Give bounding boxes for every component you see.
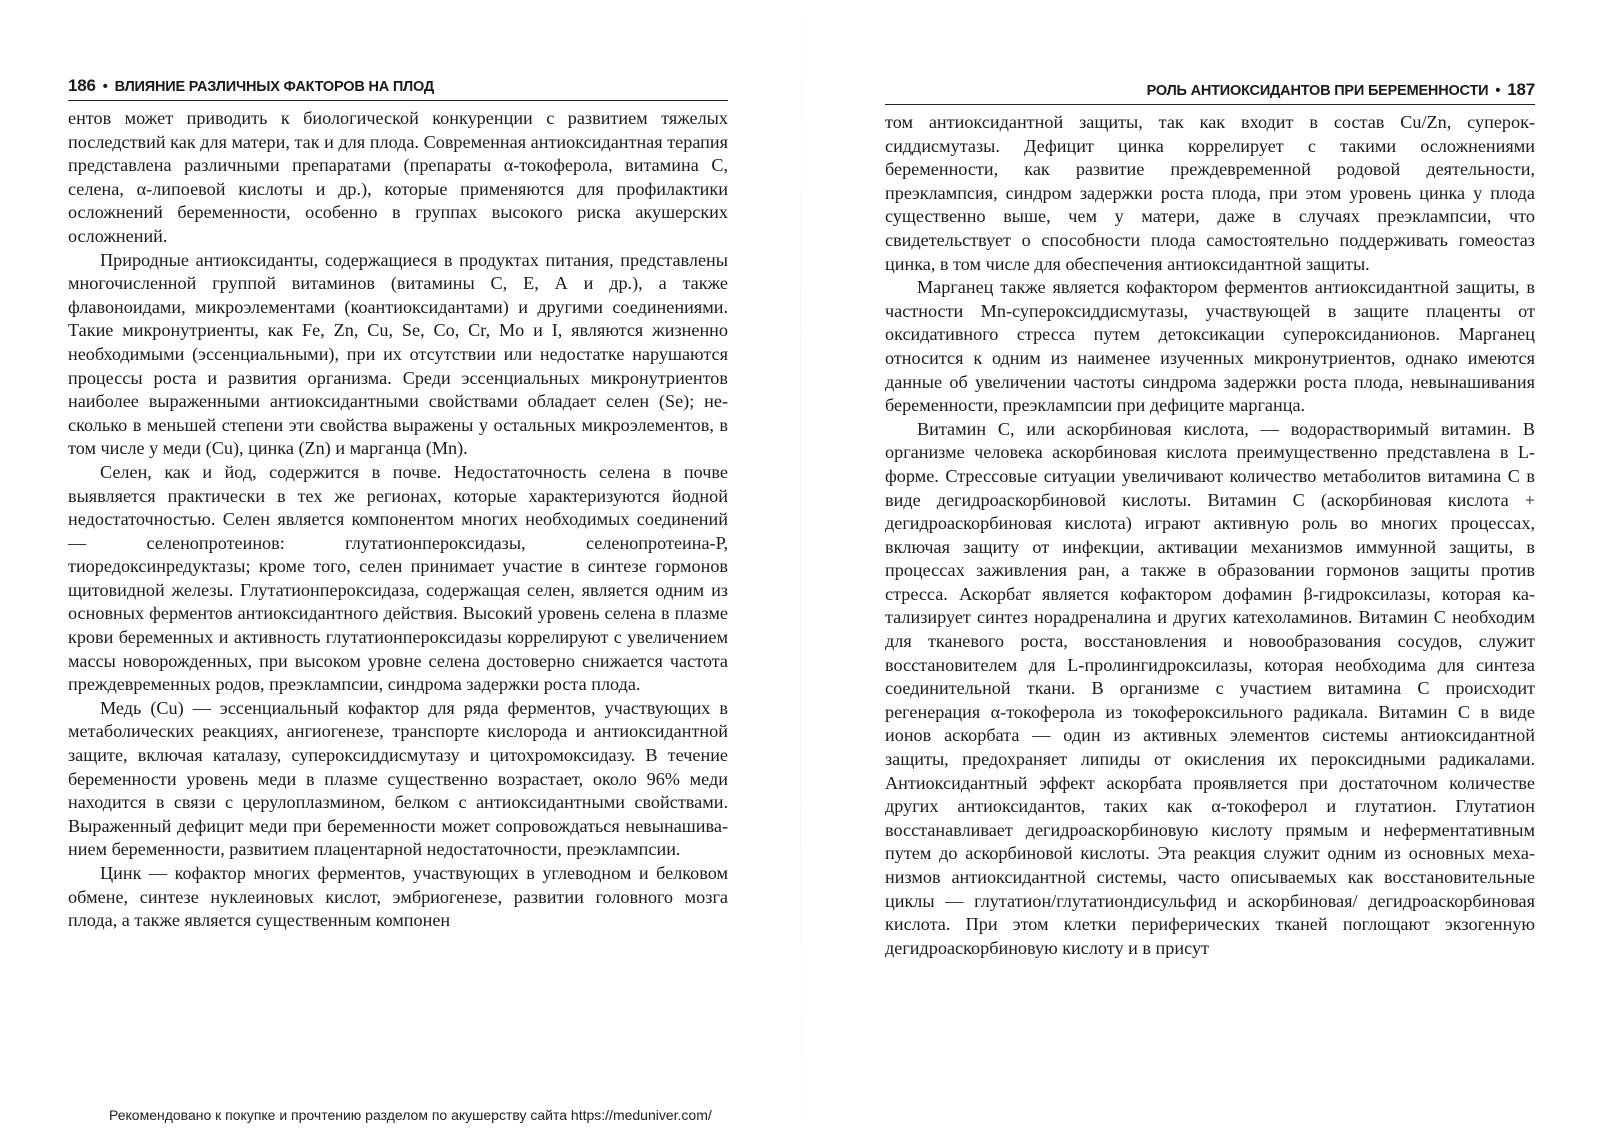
footer-recommendation: Рекомендовано к покупке и прочтению разделом по акушерству сайта https://meduniver.com/ xyxy=(109,1107,712,1123)
right-paragraph-1: том антиоксидантной защиты, так как входит в состав Cu/Zn, супероксиддисмутазы. Дефицит цинка коррелирует с такими осложнениями беременности, как развитие преждевременной родовой деятельности, преэклампсия, синдром задержки роста плода, при этом уровень цинка у плода существенно выше, чем у матери, даже в случаях преэклампсии, что свидетельствует о способности плода самостоятельно поддерживать гомеостаз цинка, в том числе для обеспечения антиоксидантной защиты. xyxy=(885,112,1535,274)
left-paragraph-5: Цинк — кофактор многих ферментов, участвующих в углеводном и белковом обмене, синтезе нуклеиновых кислот, эмбриогенезе, развитии головного мозга плода, а также является существенным компонен xyxy=(68,863,728,931)
left-running-title: ВЛИЯНИЕ РАЗЛИЧНЫХ ФАКТОРОВ НА ПЛОД xyxy=(114,79,435,95)
right-running-head xyxy=(885,80,1535,105)
right-body-text xyxy=(885,111,1535,960)
left-head-separator: • xyxy=(102,79,108,95)
left-body-text xyxy=(68,107,728,933)
left-paragraph-3: Селен, как и йод, содержится в почве. Недостаточность селена в почве выявляется практически в тех же регионах, которые характеризуются йодной недостаточностью. Селен является компонентом многих необходимых соединений — селенопротеинов: глутатионпероксидазы, селенопротеина-Р, тиоредоксинредуктазы; кроме того, селен принимает участие в синтезе гормонов щитовидной железы. Глутатионпероксидаза, содержащая селен, является одним из основных ферментов антиоксидантного действия. Высокий уровень селена в плазме крови беременных и активность глутатионпероксидазы коррелируют с увеличением массы новорожденных, при высоком уровне селена достоверно снижается частота преждевременных родов, преэклампсии, синдрома задержки роста плода. xyxy=(68,461,728,695)
right-paragraph-2: Марганец также является кофактором ферментов антиоксидантной защиты, в частности Mn-супероксиддисмутазы, участвующей в защите плаценты от оксидативного стресса путем детоксикации супероксиданионов. Марганец относится к одним из наименее изученных микронутриентов, однако имеются данные об увеличении частоты синдрома задержки роста плода, невынашивания беременности, преэклампсии при дефиците марганца. xyxy=(885,277,1535,416)
left-paragraph-4: Медь (Cu) — эссенциальный кофактор для ряда ферментов, участвующих в метаболических реакциях, ангиогенезе, транспорте кислорода и антиоксидантной защите, включая каталазу, супероксиддисмутазу и цитохромоксидазу. В течение беременности уровень меди в плазме существенно возрастает, около 96% меди находится в связи с церулоплазмином, белком с антиоксидантными свойствами. Выраженный дефицит меди при беременности может сопровождаться невынашиванием беременности, развитием плацентарной недостаточности, преэклампсии. xyxy=(68,697,728,860)
left-paragraph-2: Природные антиоксиданты, содержащиеся в продуктах питания, представлены многочисленной группой витаминов (витамины С, Е, А и др.), а также флавоноидами, микроэлементами (коантиоксидантами) и другими соединениями. Такие микронутриенты, как Fe, Zn, Cu, Se, Co, Cr, Mo и I, являются жизненно необходимыми (эссенциальными), при их отсутствии или недостатке нарушаются процессы роста и развития организма. Среди эссенциальных микронутриентов наиболее выраженными антиоксидантными свойствами обладает селен (Se); несколько в меньшей степени эти свойства выражены у остальных микроэлементов, в том числе у меди (Cu), цинка (Zn) и марганца (Mn). xyxy=(68,249,728,459)
right-page xyxy=(885,80,1535,960)
right-page-number: 187 xyxy=(1507,80,1535,99)
right-running-title: РОЛЬ АНТИОКСИДАНТОВ ПРИ БЕРЕМЕННОСТИ xyxy=(1146,83,1489,99)
right-head-separator: • xyxy=(1495,83,1501,99)
right-paragraph-3: Витамин С, или аскорбиновая кислота, — водорастворимый витамин. В организме человека аскорбиновая кислота преимущественно представлена в L-форме. Стрессовые ситуации увеличивают количество метаболитов витамина С в виде дегидроаскорбиновой кислоты. Витамин С (аскорбиновая кислота + дегидроаскорбиновая кислота) играют активную роль во многих процессах, включая защиту от инфекции, активации механизмов иммунной защиты, в процессах заживления ран, а также в образовании гормонов защиты против стресса. Аскорбат является кофактором дофамин β-гидроксилазы, которая катализирует синтез норадреналина и других катехоламинов. Витамин С необходим для тканевого роста, восстановления и новообразования сосудов, служит восстановителем для L-пролингидроксилазы, которая необходима для синтеза соединительной ткани. В организме с участием витамина С происходит регенерация α-токоферола из токофероксильного радикала. Витамин С в виде ионов аскорбата — один из активных элементов системы антиоксидантной защиты, предохраняет липиды от окисления их пероксидными радикалами. Антиоксидантный эффект аскорбата проявляется при достаточном количестве других антиоксидантов, таких как α-токоферол и глутатион. Глутатион восстанавливает дегидроаскорбиновую кислоту прямым и неферментативным путем до аскорбиновой кислоты. Эта реакция служит одним из основных механизмов антиоксидантной системы, часто описываемых как восстановительные циклы — глутатион/глутатиондисульфид и аскорбиновая/ дегидроаскорбиновая кислота. При этом клетки периферических тканей поглощают экзогенную дегидроаскорбиновую кислоту и в присут xyxy=(885,418,1535,958)
book-fold xyxy=(800,0,801,1136)
left-paragraph-1: ентов может приводить к биологической конкуренции с развитием тяжелых последствий как для матери, так и для плода. Современная антиоксидантная терапия представлена различными препаратами (препараты α-токоферола, витамина С, селена, α-липоевой кислоты и др.), которые применяются для профилактики осложнений беременности, особенно в группах высокого риска акушерских осложнений. xyxy=(68,108,728,246)
left-running-head xyxy=(68,76,728,101)
left-page-number: 186 xyxy=(68,76,96,95)
left-page xyxy=(68,76,728,933)
